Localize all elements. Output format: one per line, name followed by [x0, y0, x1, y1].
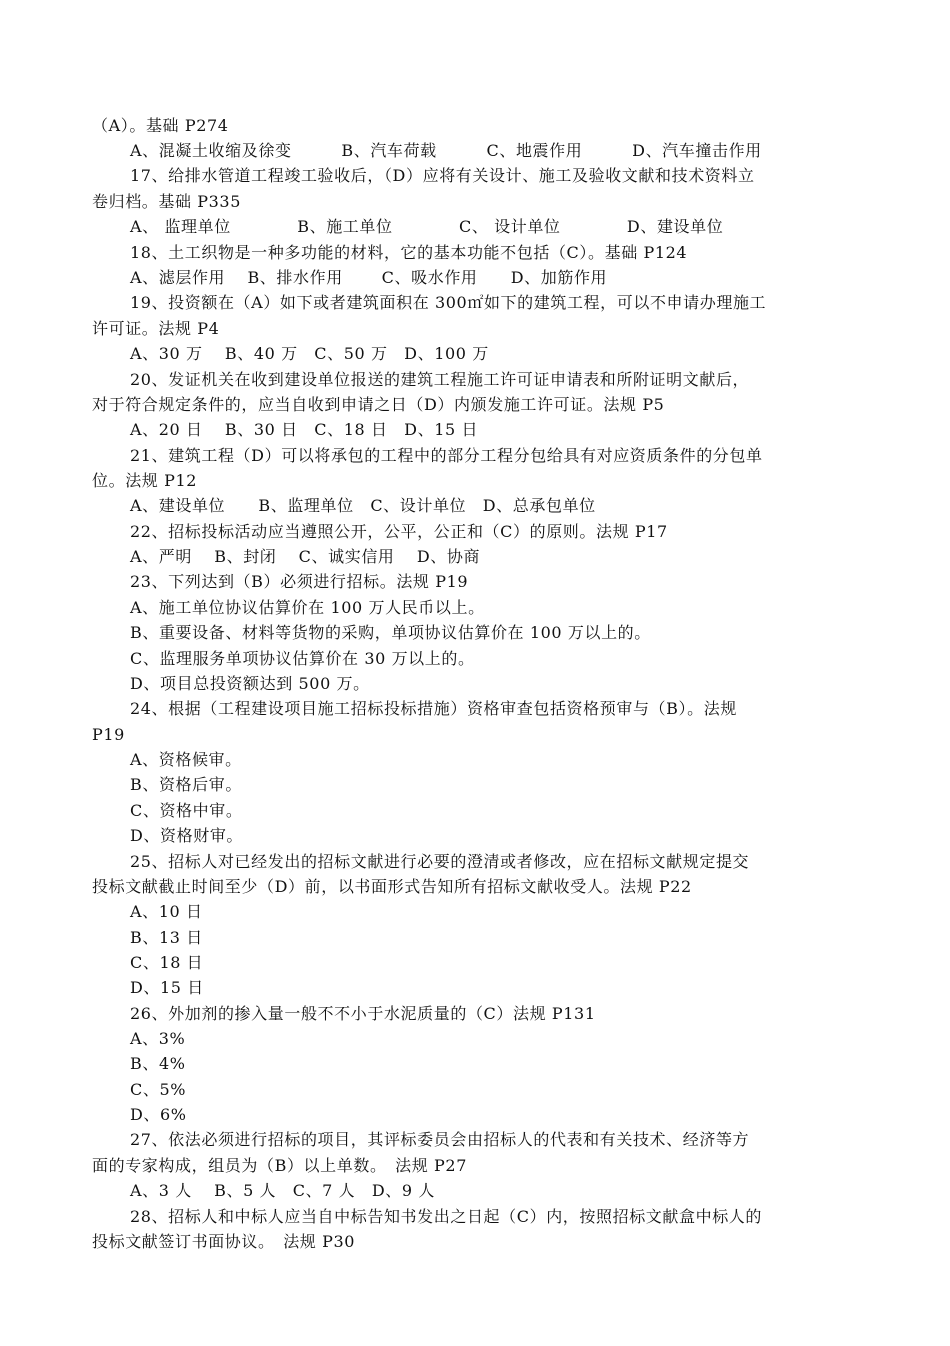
text-line: 19、投资额在（A）如下或者建筑面积在 300㎡如下的建筑工程，可以不申请办理施工	[130, 293, 767, 312]
text-line: A、 监理单位 B、施工单位 C、 设计单位 D、建设单位	[130, 217, 724, 236]
text-line: 17、给排水管道工程竣工验收后，（D）应将有关设计、施工及验收文献和技术资料立	[130, 166, 755, 185]
text-line: A、3%	[130, 1029, 186, 1048]
text-line: 18、土工织物是一种多功能的材料，它的基本功能不包括（C）。基础 P124	[130, 243, 688, 262]
text-line: D、项目总投资额达到 500 万。	[130, 674, 370, 693]
text-line: 23、下列达到（B）必须进行招标。法规 P19	[130, 572, 469, 591]
text-line: 21、建筑工程（D）可以将承包的工程中的部分工程分包给具有对应资质条件的分包单	[130, 446, 763, 465]
text-line: A、10 日	[130, 902, 203, 921]
text-line: （A）。基础 P274	[92, 116, 229, 135]
text-line: 28、招标人和中标人应当自中标告知书发出之日起（C）内，按照招标文献盒中标人的	[130, 1207, 763, 1226]
text-line: C、18 日	[130, 953, 204, 972]
text-line: C、5%	[130, 1080, 187, 1099]
text-line: C、监理服务单项协议估算价在 30 万以上的。	[130, 649, 475, 668]
text-line: B、重要设备、材料等货物的采购，单项协议估算价在 100 万以上的。	[130, 623, 651, 642]
text-line: A、严明 B、封闭 C、诚实信用 D、协商	[130, 547, 481, 566]
text-line: B、13 日	[130, 928, 203, 947]
text-line: A、滤层作用 B、排水作用 C、吸水作用 D、加筋作用	[130, 268, 608, 287]
text-line: A、混凝土收缩及徐变 B、汽车荷载 C、地震作用 D、汽车撞击作用	[130, 141, 762, 160]
text-line: 投标文献签订书面协议。 法规 P30	[92, 1232, 356, 1251]
text-line: 位。法规 P12	[92, 471, 198, 490]
text-line: 20、发证机关在收到建设单位报送的建筑工程施工许可证申请表和所附证明文献后，	[130, 370, 750, 389]
text-line: 卷归档。基础 P335	[92, 192, 241, 211]
text-line: B、4%	[130, 1054, 186, 1073]
text-line: A、3 人 B、5 人 C、7 人 D、9 人	[130, 1181, 435, 1200]
text-line: 对于符合规定条件的，应当自收到申请之日（D）内颁发施工许可证。法规 P5	[92, 395, 665, 414]
text-line: 22、招标投标活动应当遵照公开，公平，公正和（C）的原则。法规 P17	[130, 522, 668, 541]
text-line: D、资格财审。	[130, 826, 244, 845]
text-line: 许可证。法规 P4	[92, 319, 220, 338]
text-line: 26、外加剂的掺入量一般不不小于水泥质量的（C）法规 P131	[130, 1004, 596, 1023]
text-line: D、6%	[130, 1105, 187, 1124]
text-line: C、资格中审。	[130, 801, 243, 820]
text-line: A、20 日 B、30 日 C、18 日 D、15 日	[130, 420, 479, 439]
text-line: 25、招标人对已经发出的招标文献进行必要的澄清或者修改，应在招标文献规定提交	[130, 852, 750, 871]
text-line: A、建设单位 B、监理单位 C、设计单位 D、总承包单位	[130, 496, 596, 515]
text-line: P19	[92, 725, 125, 744]
text-line: A、资格候审。	[130, 750, 242, 769]
text-line: 24、根据（工程建设项目施工招标投标措施）资格审查包括资格预审与（B）。法规	[130, 699, 737, 718]
text-line: B、资格后审。	[130, 775, 242, 794]
text-line: 面的专家构成，组员为（B）以上单数。 法规 P27	[92, 1156, 467, 1175]
text-line: A、30 万 B、40 万 C、50 万 D、100 万	[130, 344, 489, 363]
text-line: D、15 日	[130, 978, 204, 997]
text-line: A、施工单位协议估算价在 100 万人民币以上。	[130, 598, 485, 617]
text-line: 投标文献截止时间至少（D）前，以书面形式告知所有招标文献收受人。法规 P22	[92, 877, 692, 896]
text-line: 27、依法必须进行招标的项目，其评标委员会由招标人的代表和有关技术、经济等方	[130, 1130, 750, 1149]
